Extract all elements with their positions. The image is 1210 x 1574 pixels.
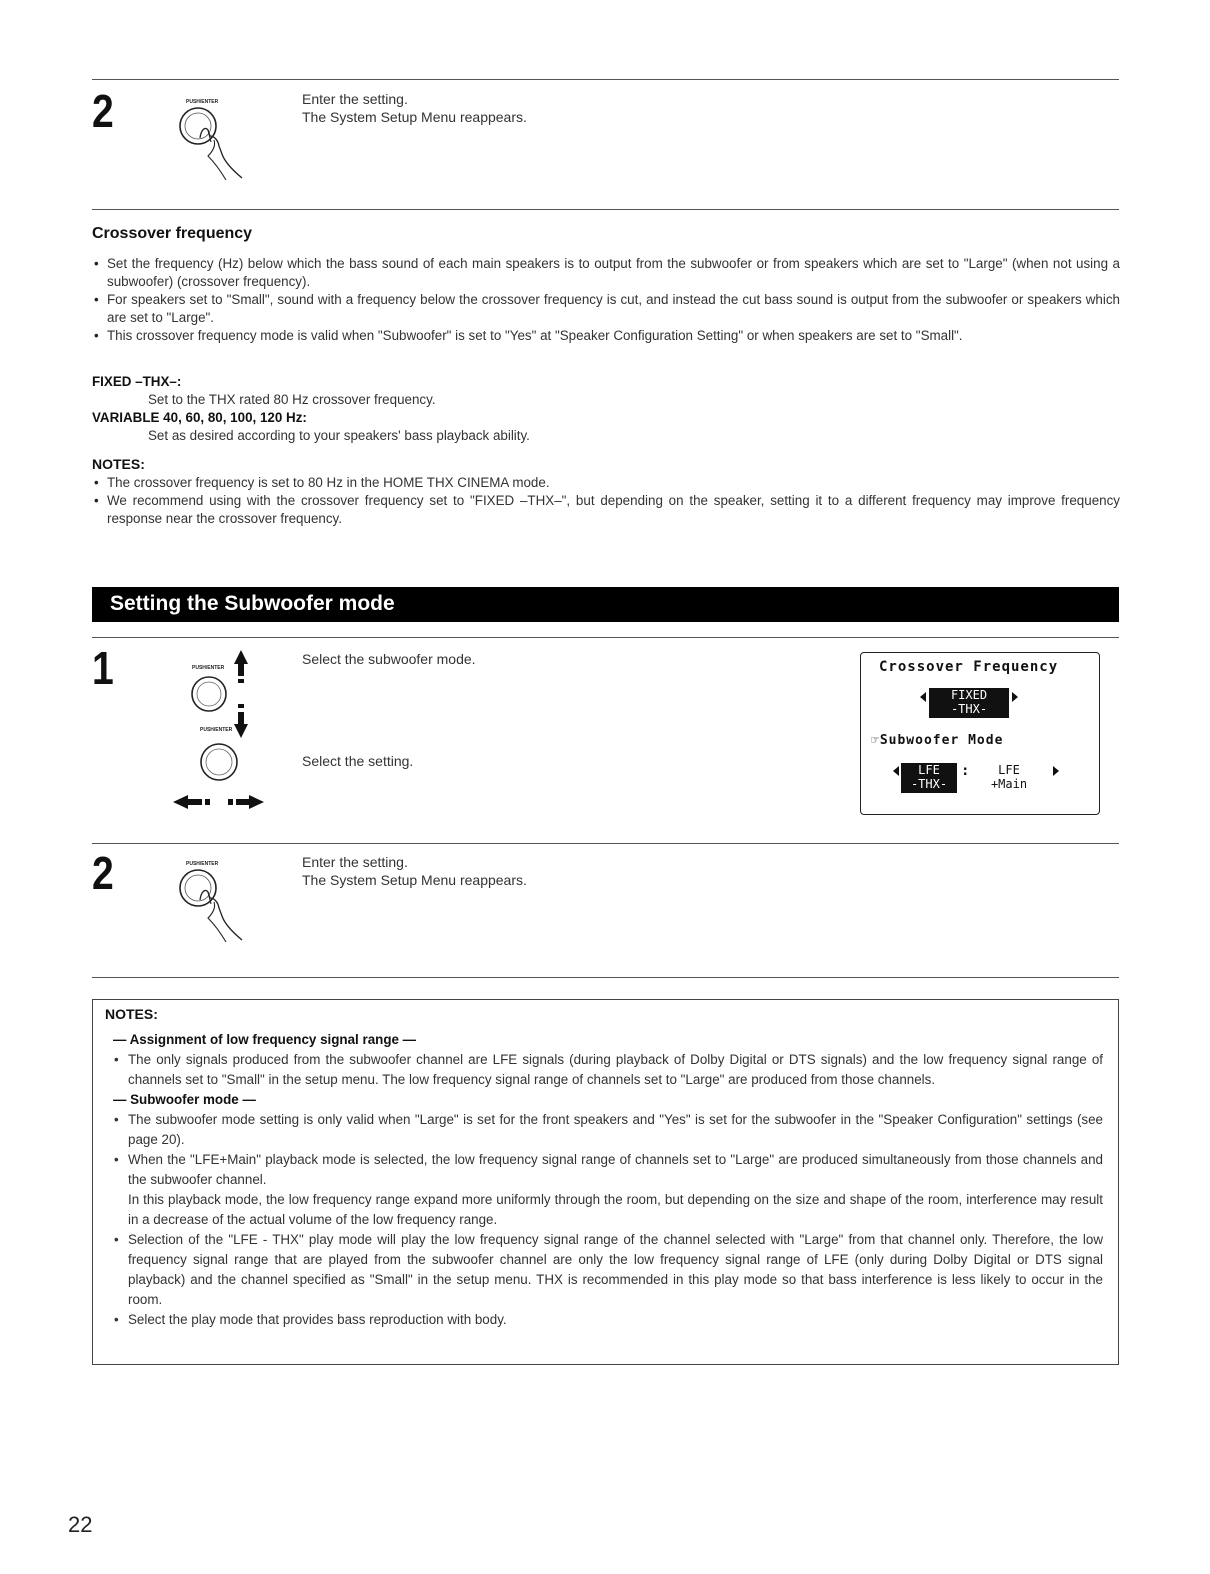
knob-label: PUSH/ENTER <box>186 861 219 867</box>
step-instruction: Select the setting. <box>302 753 414 769</box>
notes-subheading: — Subwoofer mode — <box>113 1092 256 1107</box>
left-arrow-icon <box>893 766 899 776</box>
fixed-definition: Set to the THX rated 80 Hz crossover frequency. <box>148 392 436 407</box>
variable-term: VARIABLE 40, 60, 80, 100, 120 Hz: <box>92 410 307 425</box>
list-item: • The only signals produced from the subwoofer channel are LFE signals (during playback of Dolby Digital or DTS signals) and the low frequency signal range of channels set to "Small" in the setup menu. The low frequency signal range of channels set to "Large" are produced from those channels. <box>113 1050 1103 1090</box>
right-arrow-icon <box>1053 766 1059 776</box>
list-item-continuation: In this playback mode, the low frequency range expand more uniformly through the room, but depending on the size and shape of the room, interference may result in a decrease of the actual volume of the low frequency range. <box>128 1192 1103 1227</box>
osd-value-line: LFE <box>998 763 1020 777</box>
divider <box>92 977 1119 978</box>
section-banner <box>92 587 1119 622</box>
variable-definition: Set as desired according to your speakers' bass playback ability. <box>148 428 530 443</box>
list-item: • Select the play mode that provides bass reproduction with body. <box>113 1310 1103 1330</box>
osd-subwoofer-row <box>871 733 1003 748</box>
crossover-notes <box>92 474 1120 528</box>
list-item: • When the "LFE+Main" playback mode is selected, the low frequency signal range of channels set to "Large" are produced simultaneously from those channels and the subwoofer channel. <box>113 1150 1103 1190</box>
step-number: 2 <box>92 85 114 137</box>
osd-value-line: -THX- <box>950 702 988 716</box>
push-enter-knob-icon <box>178 858 258 953</box>
step-instruction: Select the subwoofer mode. <box>302 651 476 667</box>
right-arrow-icon <box>1012 692 1018 702</box>
divider <box>92 209 1119 210</box>
knob-label: PUSH/ENTER <box>186 99 219 105</box>
divider <box>92 79 1119 80</box>
crossover-bullets <box>92 255 1120 345</box>
osd-display <box>860 652 1100 815</box>
knob-left-right-icon <box>172 724 272 821</box>
step-number: 2 <box>92 847 114 899</box>
step-number: 1 <box>92 642 114 694</box>
fixed-term: FIXED –THX–: <box>92 374 182 389</box>
step-instructions <box>302 853 527 889</box>
osd-value-line: LFE <box>918 763 940 777</box>
notes-box <box>92 999 1119 1365</box>
notes-content <box>113 1030 1103 1330</box>
list-item: • This crossover frequency mode is valid when "Subwoofer" is set to "Yes" at "Speaker Configuration Setting" or when speakers are set to "Small". <box>92 327 1120 345</box>
list-item: • For speakers set to "Small", sound with a frequency below the crossover frequency is cut, and instead the cut bass sound is output from the subwoofer or speakers which are set to "Large". <box>92 291 1120 327</box>
list-item: • The subwoofer mode setting is only valid when "Large" is set for the front speakers and "Yes" is set for the subwoofer in the "Speaker Configuration" settings (see page 20). <box>113 1110 1103 1150</box>
step-line: The System Setup Menu reappears. <box>302 109 527 125</box>
step-instructions <box>302 90 527 126</box>
osd-value-line: -THX- <box>910 777 948 791</box>
step-line: The System Setup Menu reappears. <box>302 872 527 888</box>
crossover-heading: Crossover frequency <box>92 225 253 242</box>
section-title: Setting the Subwoofer mode <box>110 592 395 615</box>
osd-title: Crossover Frequency <box>879 659 1059 675</box>
push-enter-knob-icon <box>178 96 258 191</box>
osd-lfe-thx-option <box>901 763 957 793</box>
divider <box>92 637 1119 638</box>
notes-subheading: — Assignment of low frequency signal range — <box>113 1032 417 1047</box>
divider <box>92 843 1119 844</box>
knob-label: PUSH/ENTER <box>200 727 233 733</box>
notes-heading: NOTES: <box>92 456 145 472</box>
osd-fixed-value <box>929 688 1009 718</box>
osd-value-line: +Main <box>990 777 1028 791</box>
osd-value-line: FIXED <box>950 688 988 702</box>
list-item: • Selection of the "LFE - THX" play mode will play the low frequency signal range of the channel selected with "Large" from that channel only. Therefore, the low frequency signal range that are played from the subwoofer channel are only the low frequency signal range of LFE (only during Dolby Digital or DTS signal playback) and the channel specified as "Small" in the setup menu. THX is recommended in this play mode so that bass interference is less likely to occur in the room. <box>113 1230 1103 1310</box>
step-line: Enter the setting. <box>302 91 408 107</box>
step-line: Enter the setting. <box>302 854 408 870</box>
osd-subwoofer-label: Subwoofer Mode <box>879 733 1004 748</box>
list-item: • The crossover frequency is set to 80 Hz in the HOME THX CINEMA mode. <box>92 474 1120 492</box>
pointer-icon: ☞ <box>871 733 880 748</box>
list-item: • Set the frequency (Hz) below which the bass sound of each main speakers is to output from the subwoofer or from speakers which are set to "Large" (when not using a subwoofer) (crossover frequency). <box>92 255 1120 291</box>
osd-lfe-main-option <box>985 763 1033 791</box>
page-number: 22 <box>68 1512 93 1537</box>
list-item: • We recommend using with the crossover frequency set to "FIXED –THX–", but depending on the speaker, setting it to a different frequency may improve frequency response near the crossover frequency. <box>92 492 1120 528</box>
left-arrow-icon <box>920 692 926 702</box>
knob-label: PUSH/ENTER <box>192 665 225 671</box>
notes-heading: NOTES: <box>105 1006 158 1022</box>
osd-colon: : <box>961 763 971 779</box>
